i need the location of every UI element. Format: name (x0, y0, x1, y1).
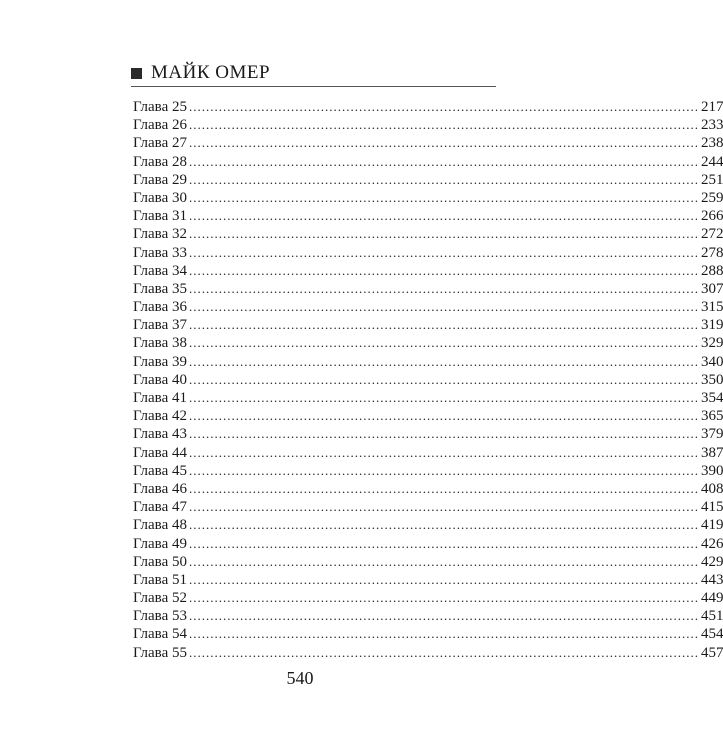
toc-entry (133, 462, 723, 480)
dot-leader: ........................................................................................................................ (188, 135, 699, 151)
toc-entry-page: 454 (700, 626, 723, 643)
toc-entry-label: Глава 41 (133, 390, 187, 406)
toc-entry-label: Глава 36 (133, 299, 187, 316)
dot-leader: ........................................................................................................................ (188, 462, 699, 478)
dot-leader: ........................................................................................................................ (188, 226, 699, 242)
toc-entry-page: 266 (700, 208, 723, 225)
toc-entry-label: Глава 55 (133, 644, 187, 661)
dot-leader: ........................................................................................................................ (188, 499, 699, 515)
toc-entry (133, 371, 723, 389)
toc-entry (133, 189, 723, 207)
dot-leader: ........................................................................................................................ (188, 171, 699, 187)
toc-entry (133, 425, 723, 443)
dot-leader: ........................................................................................................................ (188, 480, 699, 496)
toc-entry-page: 244 (700, 153, 723, 170)
toc-entry-label: Глава 51 (133, 571, 187, 588)
toc-entry-page: 457 (700, 644, 723, 661)
toc-entry-page: 217 (700, 99, 723, 115)
toc-entry (133, 553, 723, 571)
toc-entry-label: Глава 32 (133, 226, 187, 243)
toc-entry (133, 353, 723, 371)
toc-entry-label: Глава 40 (133, 371, 187, 388)
toc-entry-page: 233 (700, 117, 723, 134)
toc-entry (133, 316, 723, 334)
author-name: МАЙК ОМЕР (151, 62, 271, 83)
toc-entry (133, 153, 723, 171)
dot-leader: ........................................................................................................................ (188, 244, 699, 260)
toc-entry (133, 134, 723, 152)
toc-entry (133, 280, 723, 298)
toc-entry-page: 329 (700, 335, 723, 352)
toc-entry-page: 340 (700, 353, 723, 370)
toc-entry (133, 589, 723, 607)
toc-entry (133, 644, 723, 662)
toc-entry (133, 171, 723, 189)
toc-entry-page: 449 (700, 590, 723, 607)
dot-leader: ........................................................................................................................ (188, 117, 699, 133)
toc-entry (133, 571, 723, 589)
toc-entry-label: Глава 38 (133, 335, 187, 352)
toc-entry-page: 443 (700, 571, 723, 588)
toc-entry (133, 516, 723, 534)
toc-entry-page: 451 (700, 608, 723, 625)
toc-entry-page: 426 (700, 535, 723, 552)
toc-entry-page: 259 (700, 189, 723, 206)
toc-entry-label: Глава 28 (133, 153, 187, 170)
toc-entry (133, 334, 723, 352)
toc-entry-page: 365 (700, 408, 723, 425)
toc-entry-page: 390 (700, 462, 723, 479)
toc-entry-page: 251 (700, 171, 723, 188)
toc-entry (133, 535, 723, 553)
toc-entry-label: Глава 37 (133, 317, 187, 334)
toc-entry-label: Глава 48 (133, 517, 187, 534)
toc-entry (133, 298, 723, 316)
dot-leader: ........................................................................................................................ (188, 408, 699, 424)
toc-entry (133, 225, 723, 243)
dot-leader: ........................................................................................................................ (188, 626, 699, 642)
running-head (131, 62, 496, 84)
toc-entry (133, 625, 723, 643)
toc-entry (133, 207, 723, 225)
dot-leader: ........................................................................................................................ (188, 280, 699, 296)
table-of-contents (133, 98, 723, 662)
dot-leader: ........................................................................................................................ (188, 208, 699, 224)
toc-entry-label: Глава 35 (133, 280, 187, 297)
toc-entry-label: Глава 42 (133, 408, 187, 425)
dot-leader: ........................................................................................................................ (188, 153, 699, 169)
page-number: 540 (286, 668, 314, 688)
toc-entry-label: Глава 44 (133, 444, 187, 461)
toc-entry-page: 408 (700, 480, 723, 497)
toc-entry-page: 429 (700, 553, 723, 570)
dot-leader: ........................................................................................................................ (188, 571, 699, 587)
toc-entry (133, 607, 723, 625)
toc-entry-label: Глава 46 (133, 480, 187, 497)
toc-entry-page: 315 (700, 299, 723, 316)
toc-entry-label: Глава 33 (133, 244, 187, 261)
toc-entry-page: 419 (700, 517, 723, 534)
toc-entry-page: 319 (700, 317, 723, 334)
toc-entry (133, 498, 723, 516)
square-icon (131, 68, 142, 79)
dot-leader: ........................................................................................................................ (188, 353, 699, 369)
toc-entry-label: Глава 31 (133, 208, 187, 225)
toc-entry-page: 387 (700, 444, 723, 461)
toc-entry-page: 307 (700, 280, 723, 297)
toc-entry-label: Глава 49 (133, 535, 187, 552)
dot-leader: ........................................................................................................................ (188, 189, 699, 205)
toc-entry (133, 244, 723, 262)
toc-entry-label: Глава 47 (133, 499, 187, 516)
dot-leader: ........................................................................................................................ (188, 590, 699, 606)
toc-entry (133, 389, 723, 407)
dot-leader: ........................................................................................................................ (188, 535, 699, 551)
toc-entry-page: 238 (700, 135, 723, 152)
toc-entry-label: Глава 34 (133, 262, 187, 279)
toc-entry-label: Глава 45 (133, 462, 187, 479)
toc-entry-label: Глава 54 (133, 626, 187, 643)
toc-entry (133, 116, 723, 134)
toc-entry (133, 407, 723, 425)
dot-leader: ........................................................................................................................ (188, 553, 699, 569)
toc-entry (133, 480, 723, 498)
toc-entry-page: 272 (700, 226, 723, 243)
toc-entry-page: 379 (700, 426, 723, 443)
toc-entry-label: Глава 26 (133, 117, 187, 134)
dot-leader: ........................................................................................................................ (188, 262, 699, 278)
toc-entry-label: Глава 43 (133, 426, 187, 443)
toc-entry-label: Глава 25 (133, 99, 187, 115)
toc-entry-label: Глава 29 (133, 171, 187, 188)
toc-entry-page: 350 (700, 371, 723, 388)
header-rule (131, 86, 496, 87)
toc-entry-label: Глава 39 (133, 353, 187, 370)
dot-leader: ........................................................................................................................ (188, 99, 699, 114)
dot-leader: ........................................................................................................................ (188, 371, 699, 387)
dot-leader: ........................................................................................................................ (188, 335, 699, 351)
toc-entry-label: Глава 27 (133, 135, 187, 152)
dot-leader: ........................................................................................................................ (188, 426, 699, 442)
dot-leader: ........................................................................................................................ (188, 644, 699, 660)
dot-leader: ........................................................................................................................ (188, 317, 699, 333)
toc-entry-page: 288 (700, 262, 723, 279)
toc-entry-page: 278 (700, 244, 723, 261)
dot-leader: ........................................................................................................................ (188, 517, 699, 533)
toc-entry (133, 98, 723, 116)
dot-leader: ........................................................................................................................ (188, 390, 699, 405)
toc-entry (133, 444, 723, 462)
toc-entry-page: 354 (700, 390, 723, 406)
toc-entry-label: Глава 50 (133, 553, 187, 570)
dot-leader: ........................................................................................................................ (188, 444, 699, 460)
dot-leader: ........................................................................................................................ (188, 299, 699, 315)
toc-entry-label: Глава 53 (133, 608, 187, 625)
toc-entry (133, 262, 723, 280)
dot-leader: ........................................................................................................................ (188, 608, 699, 624)
toc-entry-label: Глава 30 (133, 189, 187, 206)
toc-entry-label: Глава 52 (133, 590, 187, 607)
toc-entry-page: 415 (700, 499, 723, 516)
